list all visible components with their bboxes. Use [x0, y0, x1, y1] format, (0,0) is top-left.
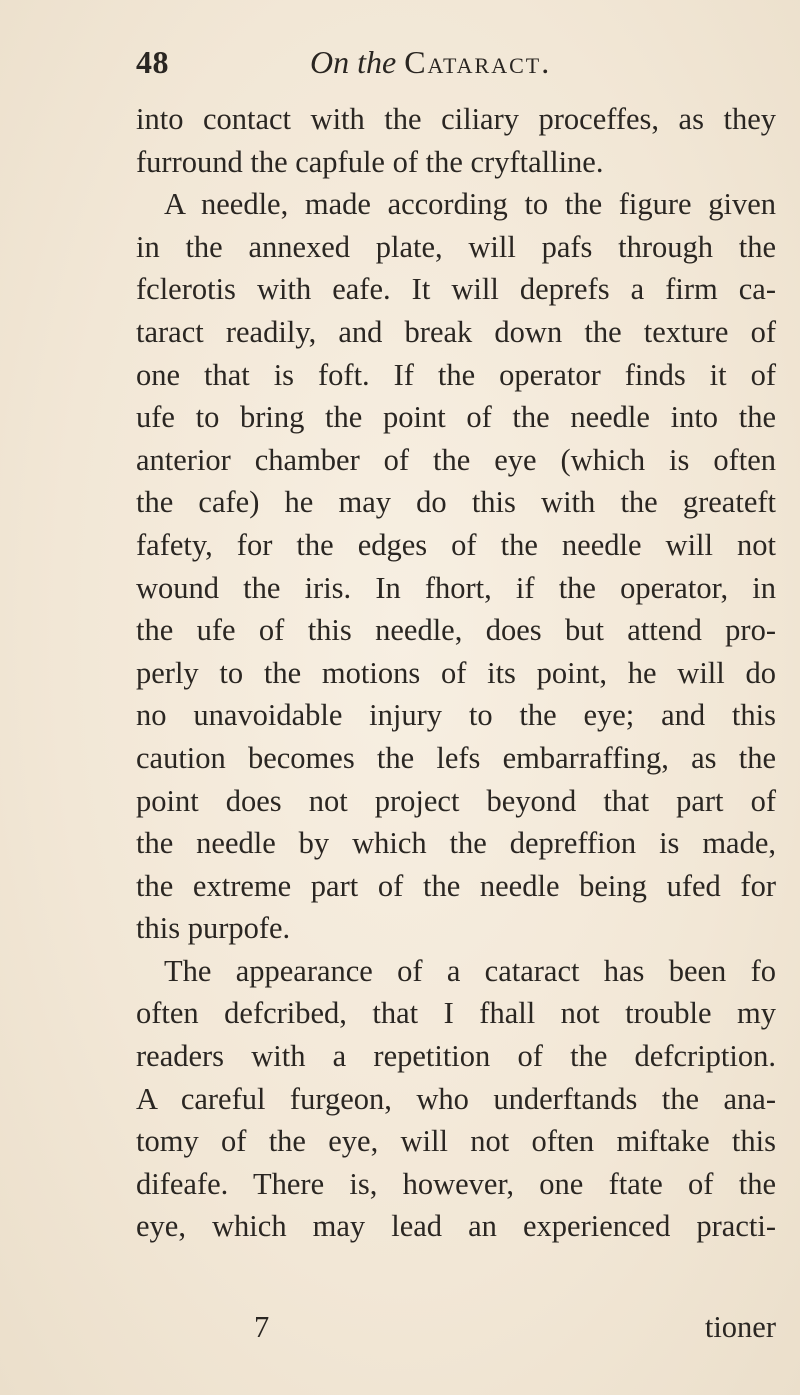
running-title — [310, 44, 551, 81]
text-line: no unavoidable injury to the eye; and this — [136, 698, 776, 733]
text-line: often defcribed, that I fhall not trouble my — [136, 996, 776, 1031]
text-line: in the annexed plate, will pafs through the — [136, 229, 776, 264]
text-line: this purpofe. — [136, 911, 291, 946]
text-line: the ufe of this needle, does but attend pro- — [136, 613, 776, 648]
text-line: the cafe) he may do this with the greateft — [136, 485, 776, 520]
text-line: wound the iris. In fhort, if the operator, in — [136, 570, 776, 605]
text-line: fafety, for the edges of the needle will not — [136, 527, 776, 562]
running-title-caps: Cataract. — [404, 44, 552, 80]
text-line: ufe to bring the point of the needle into the — [136, 400, 776, 435]
text-line: A careful furgeon, who underftands the ana- — [136, 1081, 776, 1116]
text-line: the extreme part of the needle being ufed for — [136, 868, 776, 903]
running-head — [136, 44, 776, 104]
text-line: into contact with the ciliary proceffes, as they — [136, 102, 776, 136]
text-line: the needle by which the depreffion is made, — [136, 826, 776, 861]
text-line: anterior chamber of the eye (which is often — [136, 442, 776, 477]
text-line: tomy of the eye, will not often miftake this — [136, 1124, 776, 1159]
text-line: eye, which may lead an experienced practi- — [136, 1209, 776, 1244]
text-line: A needle, made according to the figure given — [164, 187, 776, 222]
text-line: furround the capfule of the cryftalline. — [136, 144, 604, 179]
text-line: The appearance of a cataract has been fo — [164, 953, 776, 988]
text-line: difeafe. There is, however, one ftate of the — [136, 1166, 776, 1201]
running-title-italic: On the — [310, 44, 397, 80]
text-line: readers with a repetition of the defcription. — [136, 1039, 776, 1074]
text-line: taract readily, and break down the texture of — [136, 314, 776, 349]
text-line: caution becomes the lefs embarraffing, as the — [136, 740, 776, 775]
signature-mark: 7 — [254, 1310, 270, 1344]
text-line: one that is foft. If the operator finds it of — [136, 357, 776, 392]
catchword: tioner — [704, 1310, 776, 1344]
text-line: point does not project beyond that part of — [136, 783, 776, 818]
page-footer — [136, 1310, 776, 1354]
text-line: perly to the motions of its point, he will do — [136, 655, 776, 690]
text-line: fclerotis with eafe. It will deprefs a firm ca- — [136, 272, 776, 307]
page-number: 48 — [136, 44, 169, 80]
body-text — [136, 98, 776, 1248]
